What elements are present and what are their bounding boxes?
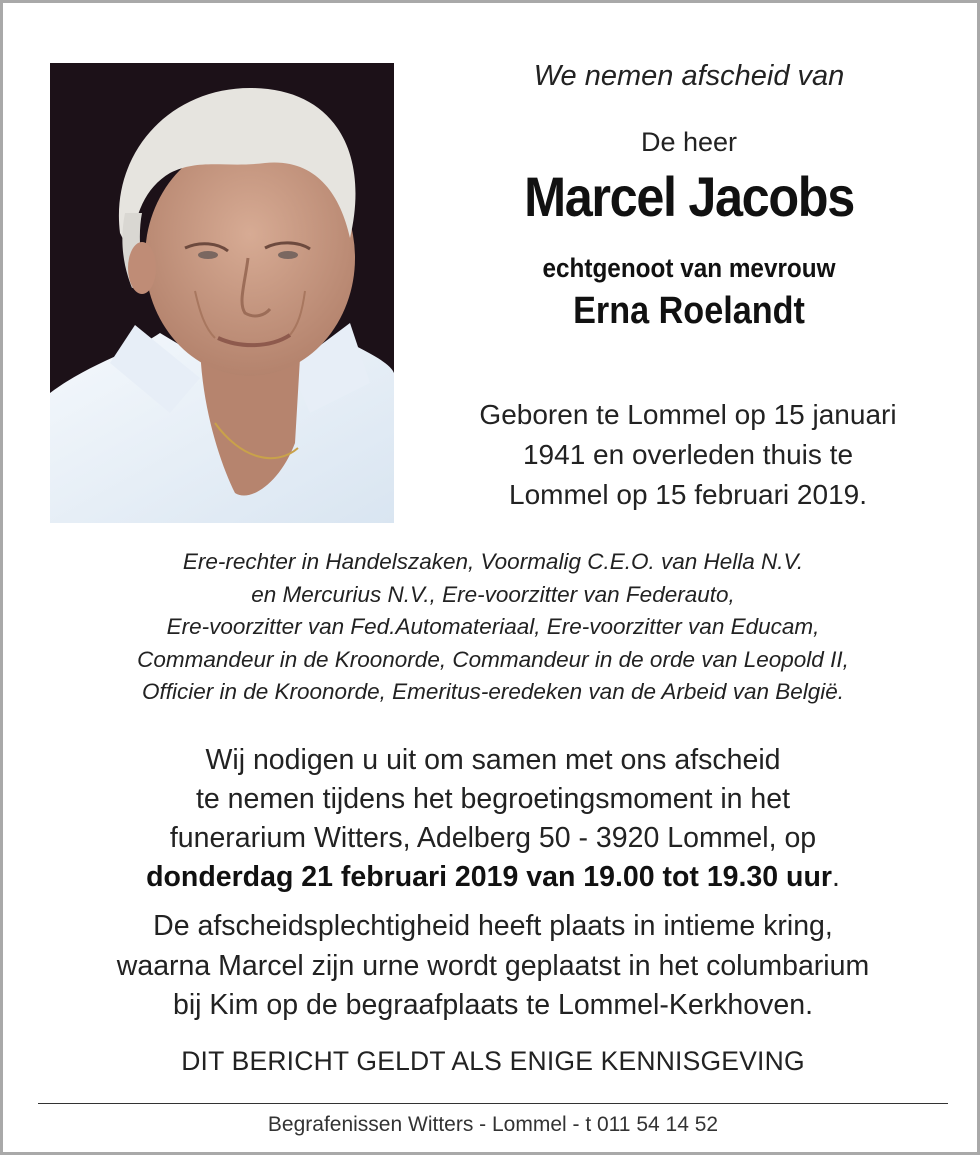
birth-line: Lommel op 15 februari 2019.	[509, 479, 867, 510]
footer-divider	[38, 1103, 948, 1104]
spouse-name: Erna Roelandt	[573, 290, 805, 332]
titles-line: Officier in de Kroonorde, Emeritus-eredeken van de Arbeid van België.	[141, 679, 845, 704]
invitation-line: funerarium Witters, Adelberg 50 - 3920 Lommel, op	[169, 822, 817, 854]
titles-line: Ere-rechter in Handelszaken, Voormalig C.E.O. van Hella N.V.	[182, 549, 804, 574]
birth-line: Geboren te Lommel op 15 januari	[479, 399, 897, 430]
intro-text: We nemen afscheid van	[533, 60, 845, 92]
invitation-text	[33, 741, 953, 897]
invitation-date: donderdag 21 februari 2019 van 19.00 tot 19.30 uur	[146, 861, 832, 893]
salutation: De heer	[640, 127, 738, 157]
ceremony-line: bij Kim op de begraafplaats te Lommel-Kerkhoven.	[172, 989, 813, 1021]
portrait-illustration	[50, 63, 394, 523]
titles-line: Commandeur in de Kroonorde, Commandeur in de orde van Leopold II,	[137, 646, 849, 672]
birth-death-details	[443, 395, 933, 515]
titles-line: Ere-voorzitter van Fed.Automateriaal, Ere-voorzitter van Educam,	[166, 614, 820, 639]
spouse-intro: echtgenoot van mevrouw	[542, 253, 836, 283]
closing-notice: DIT BERICHT GELDT ALS ENIGE KENNISGEVING	[181, 1046, 805, 1076]
ceremony-line: waarna Marcel zijn urne wordt geplaatst in het columbarium	[116, 949, 870, 982]
deceased-name: Marcel Jacobs	[524, 165, 854, 228]
invitation-line: Wij nodigen u uit om samen met ons afscheid	[205, 744, 781, 776]
portrait-photo	[50, 63, 394, 523]
titles-line: en Mercurius N.V., Ere-voorzitter van Federauto,	[251, 581, 735, 607]
funeral-home-footer: Begrafenissen Witters - Lommel - t 011 54 14 52	[267, 1113, 719, 1136]
ceremony-text	[33, 907, 953, 1026]
invitation-period: .	[831, 861, 840, 893]
deceased-header	[423, 58, 955, 333]
honorary-titles	[33, 546, 953, 709]
invitation-line: te nemen tijdens het begroetingsmoment in het	[195, 783, 791, 815]
invitation-date-line	[33, 858, 953, 897]
ceremony-line: De afscheidsplechtigheid heeft plaats in intieme kring,	[153, 910, 833, 942]
birth-line: 1941 en overleden thuis te	[522, 439, 854, 470]
